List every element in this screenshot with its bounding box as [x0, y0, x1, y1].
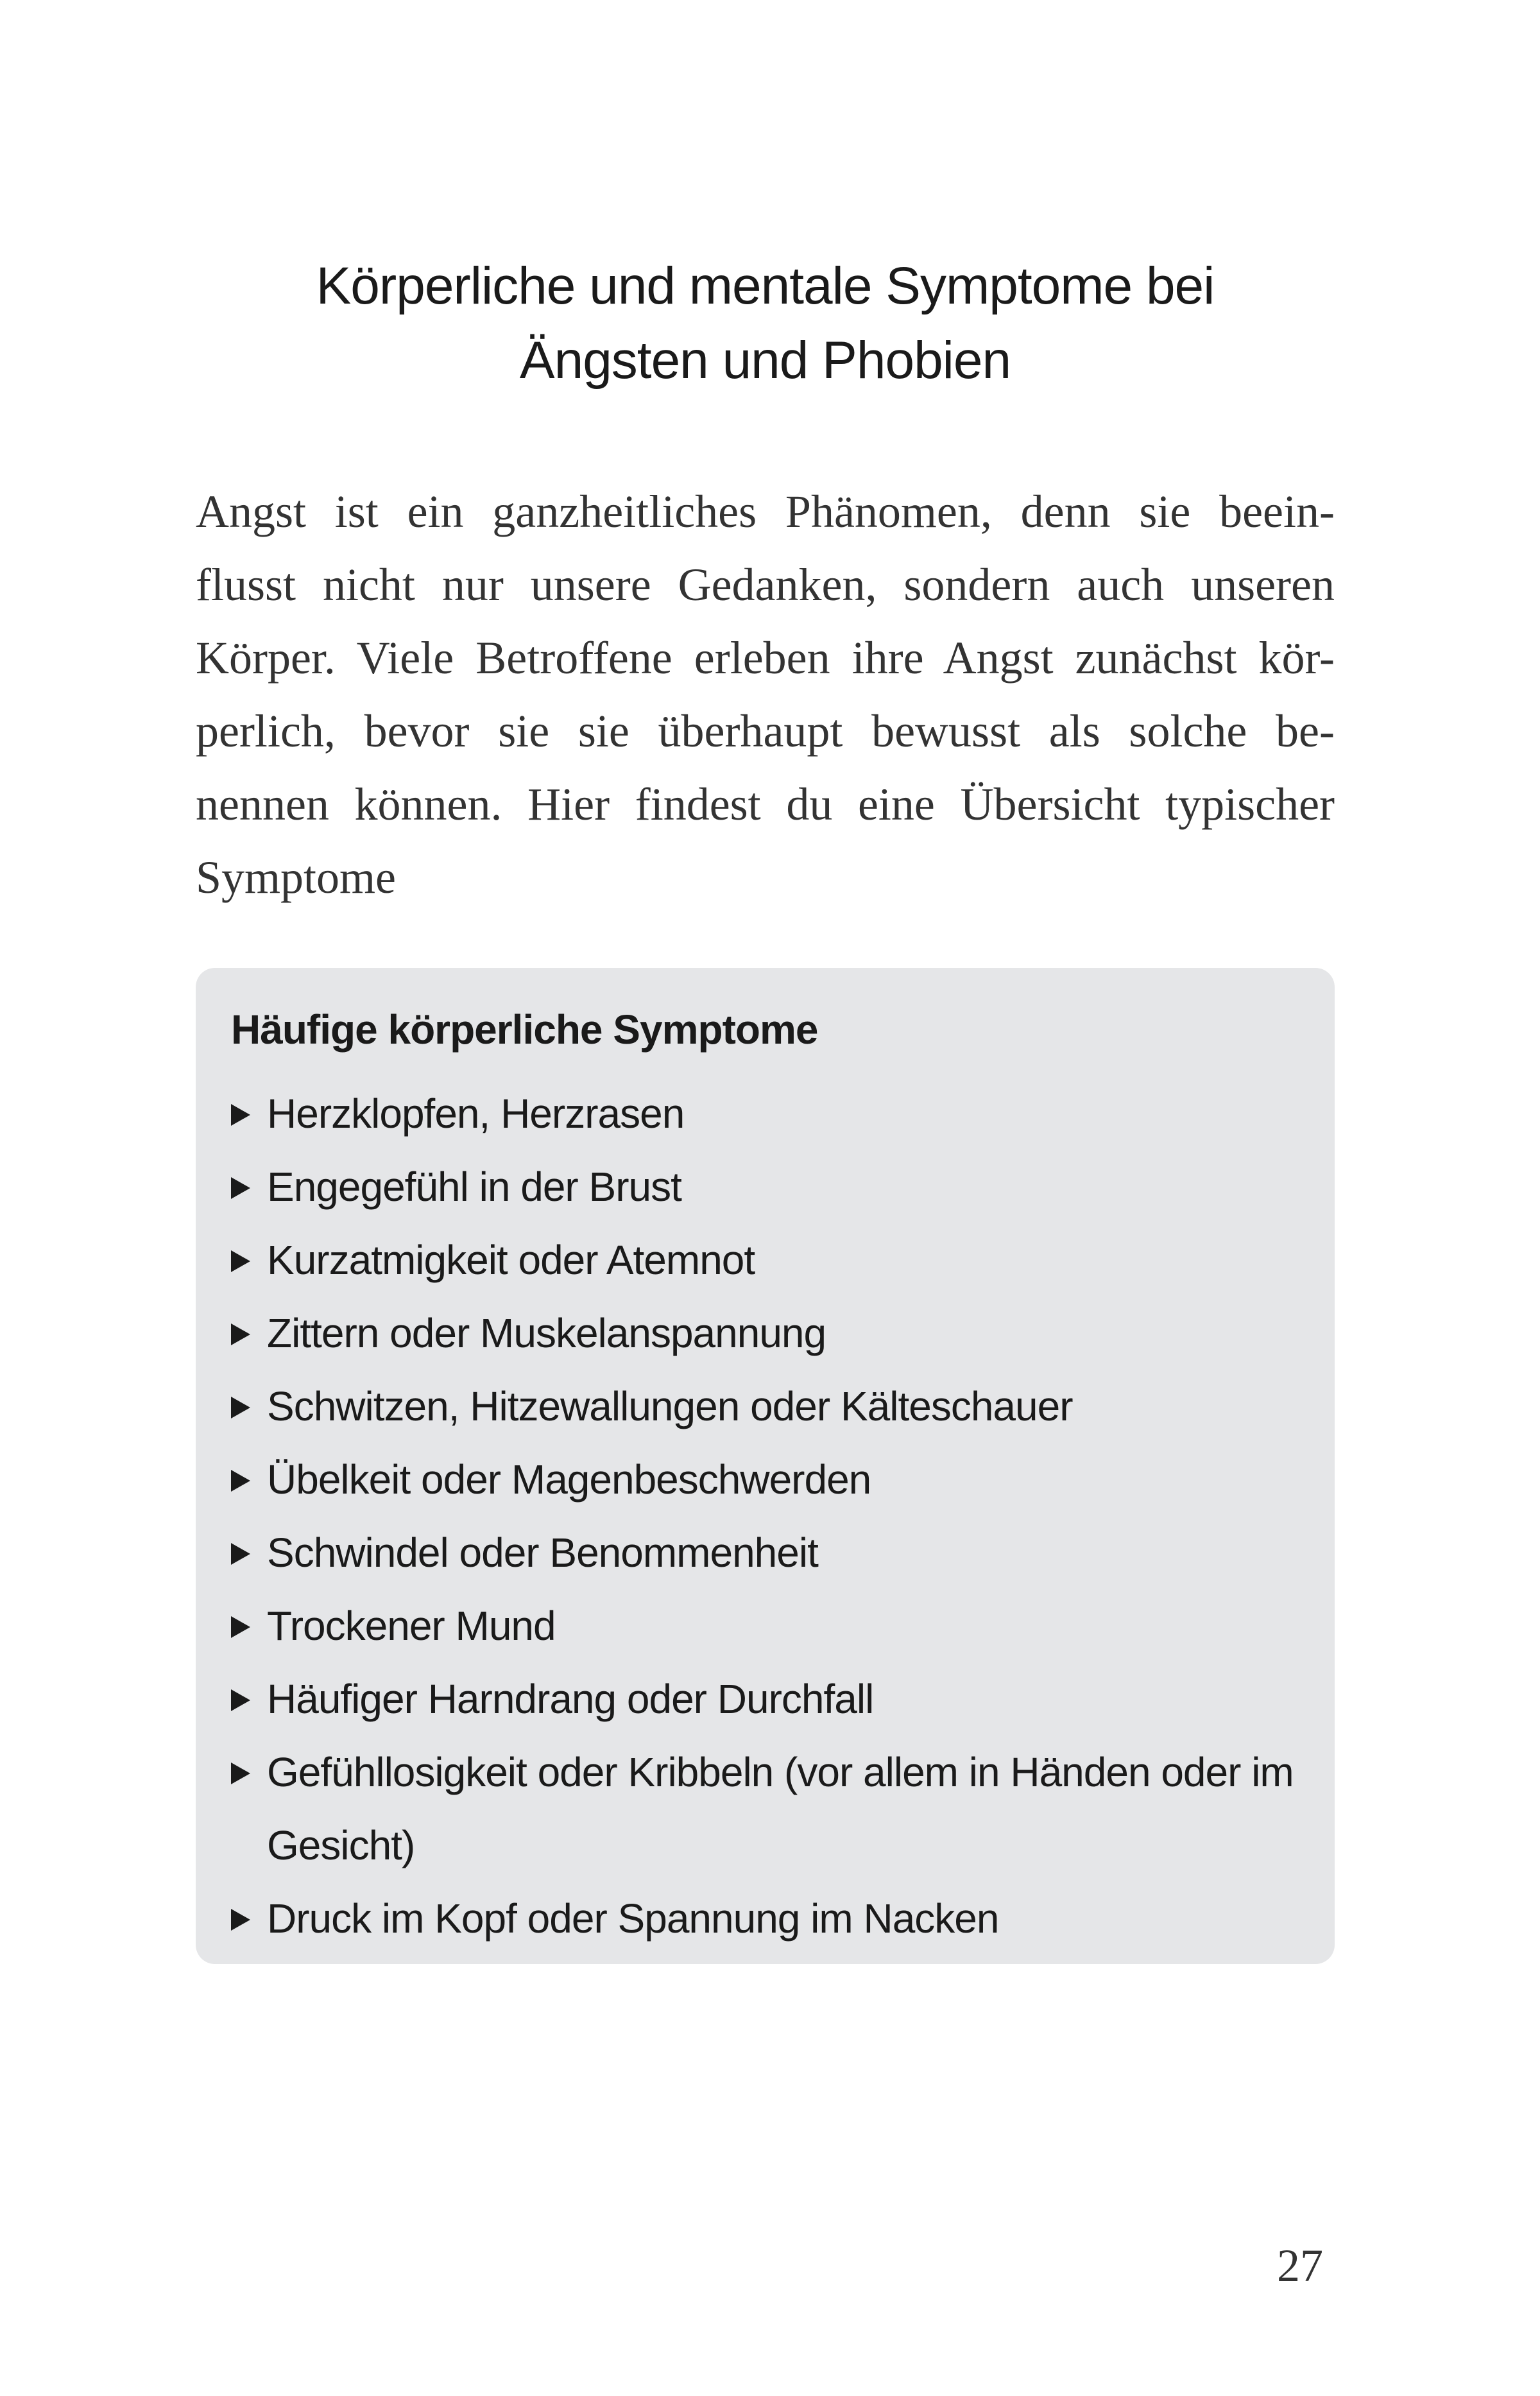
list-item-text: Gefühllosigkeit oder Kribbeln (vor allem in Händen oder im Gesicht): [267, 1749, 1294, 1868]
list-item: [231, 1882, 1322, 1955]
page-number: 27: [1277, 2240, 1323, 2291]
triangle-right-icon: [231, 1104, 250, 1126]
list-item: [231, 1662, 1322, 1736]
intro-line: nennen können. Hier findest du eine Übersicht typischer: [196, 779, 1335, 830]
triangle-right-icon: [231, 1323, 250, 1345]
list-item-text: Häufiger Harndrang oder Durchfall: [267, 1676, 874, 1722]
triangle-right-icon: [231, 1250, 250, 1272]
list-item: [231, 1736, 1322, 1882]
list-item-text: Kurzatmigkeit oder Atemnot: [267, 1237, 755, 1283]
list-item: [231, 1223, 1322, 1297]
page-title: [196, 249, 1335, 398]
triangle-right-icon: [231, 1763, 250, 1784]
triangle-right-icon: [231, 1397, 250, 1418]
list-item-text: Herzklopfen, Herzrasen: [267, 1090, 685, 1137]
intro-line: Körper. Viele Betroffene erleben ihre Angst zunächst kör-: [196, 632, 1335, 684]
intro-line: Symptome: [196, 852, 397, 903]
list-item: [231, 1589, 1322, 1662]
list-item-text: Zittern oder Muskelanspannung: [267, 1310, 826, 1356]
list-item-text: Übelkeit oder Magenbeschwerden: [267, 1456, 871, 1503]
triangle-right-icon: [231, 1177, 250, 1199]
list-item: [231, 1150, 1322, 1223]
intro-line: Angst ist ein ganzheitliches Phänomen, denn sie beein-: [196, 486, 1335, 537]
symptom-info-box: [196, 968, 1335, 1964]
triangle-right-icon: [231, 1470, 250, 1492]
page-title-line-2: Ängsten und Phobien: [519, 331, 1011, 390]
intro-line: flusst nicht nur unsere Gedanken, sondern auch unseren: [196, 559, 1335, 610]
page-title-line-1: Körperliche und mentale Symptome bei: [316, 257, 1215, 315]
list-item: [231, 1516, 1322, 1589]
list-item: [231, 1370, 1322, 1443]
list-item-text: Schwindel oder Benommenheit: [267, 1530, 818, 1576]
intro-line: perlich, bevor sie sie überhaupt bewusst als solche be-: [196, 705, 1335, 757]
list-item-text: Engegefühl in der Brust: [267, 1164, 681, 1210]
symptom-list: [231, 1077, 1322, 1955]
list-item-text: Druck im Kopf oder Spannung im Nacken: [267, 1895, 999, 1942]
triangle-right-icon: [231, 1689, 250, 1711]
triangle-right-icon: [231, 1909, 250, 1931]
symptom-box-heading: Häufige körperliche Symptome: [231, 1006, 818, 1053]
triangle-right-icon: [231, 1543, 250, 1565]
list-item: [231, 1077, 1322, 1150]
list-item-text: Trockener Mund: [267, 1603, 556, 1649]
intro-paragraph: [196, 475, 1335, 914]
list-item: [231, 1297, 1322, 1370]
list-item: [231, 1443, 1322, 1516]
triangle-right-icon: [231, 1616, 250, 1638]
list-item-text: Schwitzen, Hitzewallungen oder Kälteschauer: [267, 1383, 1073, 1429]
